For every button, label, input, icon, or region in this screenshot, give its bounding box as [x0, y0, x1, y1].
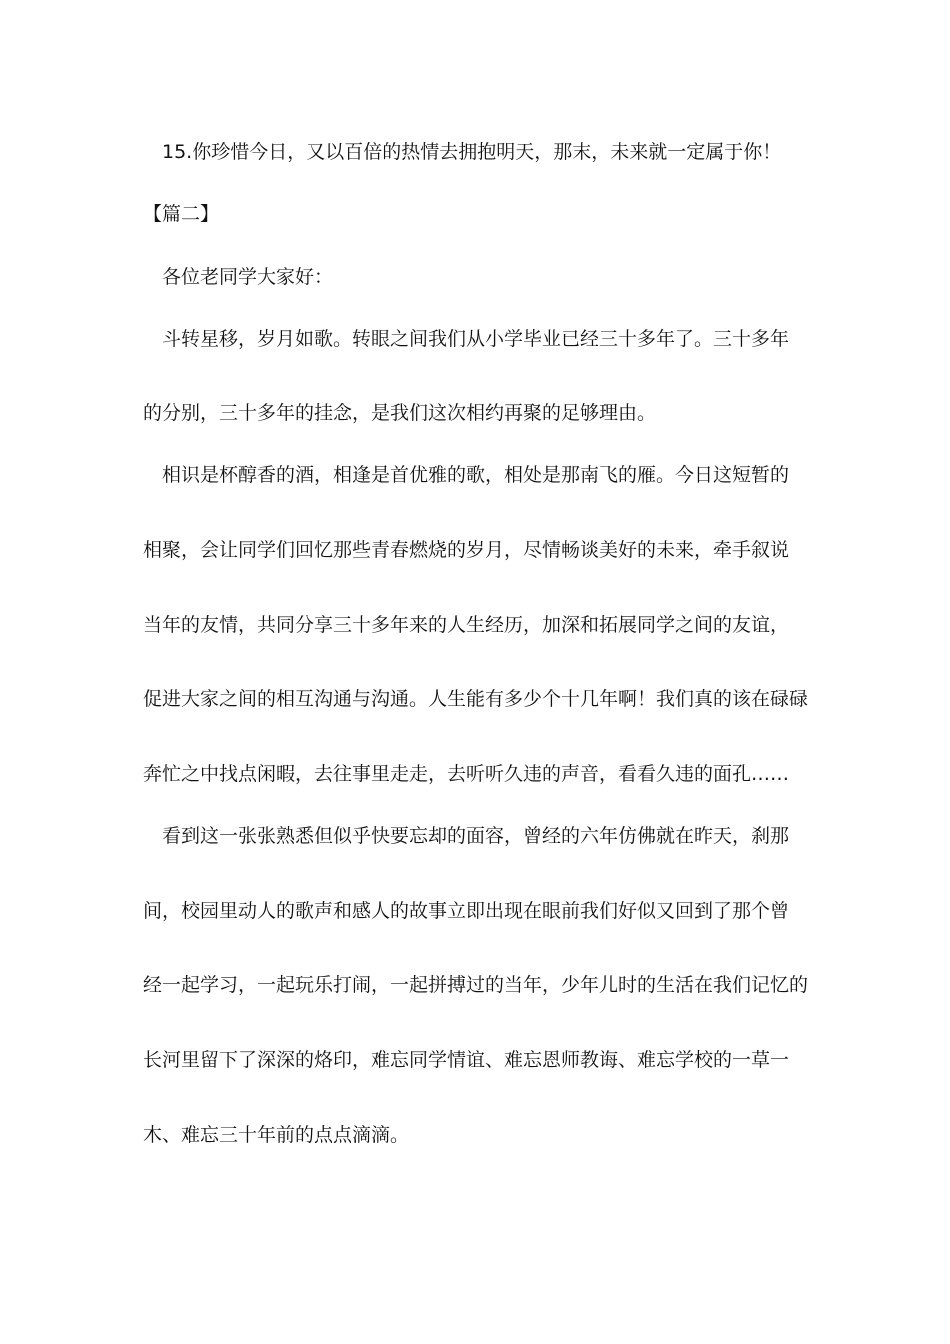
paragraph-item-15: 15.你珍惜今日，又以百倍的热情去拥抱明天，那末，未来就一定属于你！ [162, 141, 782, 163]
paragraph-line: 的分别，三十多年的挂念，是我们这次相约再聚的足够理由。 [143, 402, 657, 424]
paragraph-line: 木、难忘三十年前的点点滴滴。 [143, 1124, 410, 1146]
paragraph-line: 奔忙之中找点闲暇，去往事里走走，去听听久违的声音，看看久违的面孔…… [143, 763, 790, 785]
paragraph-line: 当年的友情，共同分享三十多年来的人生经历，加深和拓展同学之间的友谊， [143, 614, 790, 636]
greeting-line: 各位老同学大家好： [162, 266, 334, 288]
paragraph-line: 看到这一张张熟悉但似乎快要忘却的面容，曾经的六年仿佛就在昨天，刹那 [162, 825, 790, 847]
paragraph-line: 间，校园里动人的歌声和感人的故事立即出现在眼前我们好似又回到了那个曾 [143, 900, 790, 922]
paragraph-line: 经一起学习，一起玩乐打闹，一起拼搏过的当年，少年儿时的生活在我们记忆的 [143, 974, 809, 996]
paragraph-line: 相聚，会让同学们回忆那些青春燃烧的岁月，尽情畅谈美好的未来，牵手叙说 [143, 539, 790, 561]
paragraph-line: 相识是杯醇香的酒，相逢是首优雅的歌，相处是那南飞的雁。今日这短暂的 [162, 464, 790, 486]
section-heading: 【篇二】 [143, 203, 220, 225]
paragraph-line: 促进大家之间的相互沟通与沟通。人生能有多少个十几年啊！我们真的该在碌碌 [143, 688, 809, 710]
paragraph-line: 斗转星移，岁月如歌。转眼之间我们从小学毕业已经三十多年了。三十多年 [162, 328, 790, 350]
paragraph-line: 长河里留下了深深的烙印，难忘同学情谊、难忘恩师教诲、难忘学校的一草一 [143, 1049, 790, 1071]
